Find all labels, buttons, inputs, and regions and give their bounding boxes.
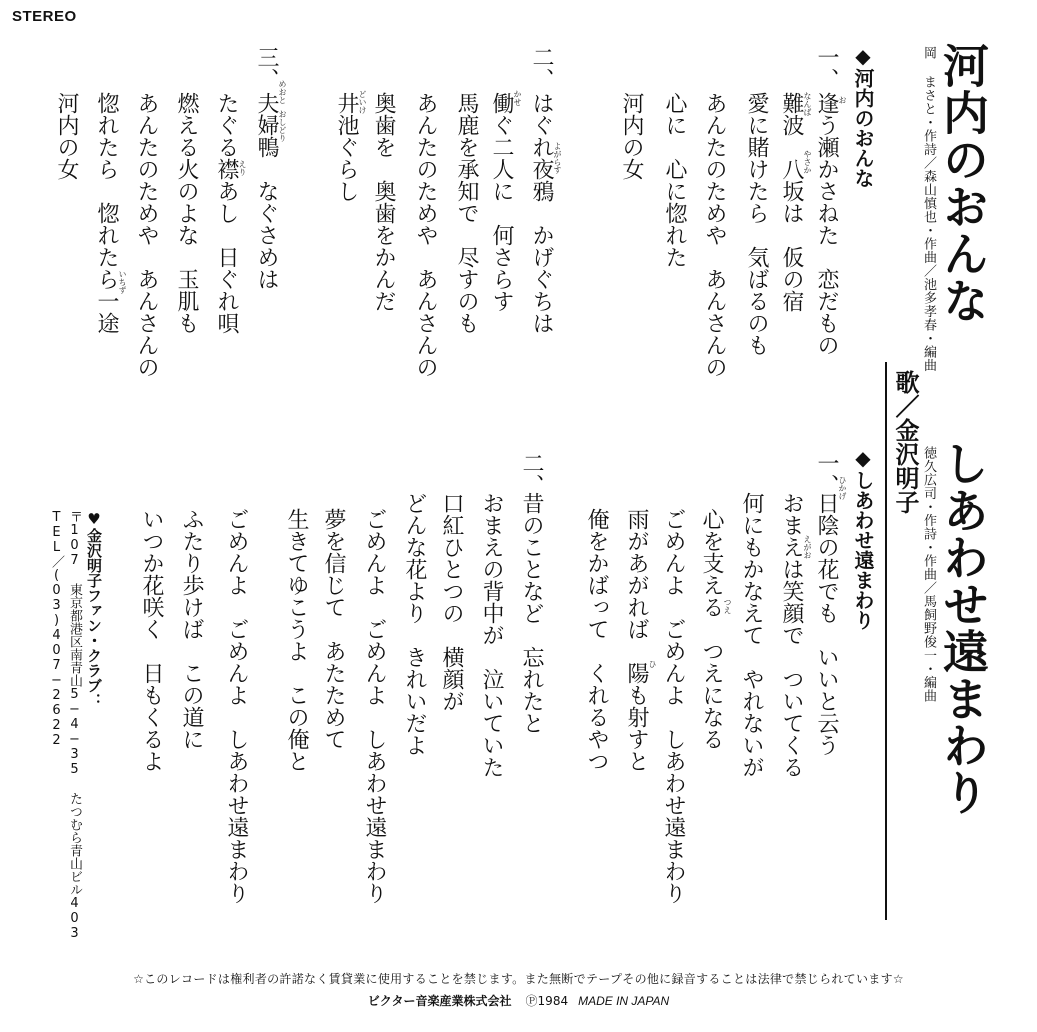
ruby-eri: えり bbox=[238, 160, 247, 176]
song1-verse2-line3: 馬鹿を承知で 尽すのも bbox=[454, 92, 479, 334]
ruby-egao: えがお bbox=[803, 535, 812, 559]
song2-verse2-line1: 昔のことなど 忘れたと bbox=[519, 492, 544, 734]
song1-verse2-line1: はぐれ夜鴉 かげぐちは bbox=[529, 92, 554, 334]
song1-verse3-number: 三、 bbox=[254, 46, 279, 90]
song2-verse1-number: 一、 bbox=[814, 452, 839, 496]
fan-club-tel: TEL／(03)407−2622 bbox=[49, 510, 64, 748]
made-in-label: MADE IN JAPAN bbox=[578, 994, 670, 1008]
song2-verse2-line4: どんな花より きれいだよ bbox=[402, 492, 427, 756]
song1-verse2-line5: 奥歯を 奥歯をかんだ bbox=[371, 92, 396, 312]
singer-name: 歌／金沢明子 bbox=[891, 370, 919, 514]
song2-verse2-line6: 夢を信じて あたためて bbox=[321, 508, 346, 750]
fan-club-title: ♥金沢明子ファン・クラブ： bbox=[85, 510, 103, 708]
section-divider bbox=[885, 362, 887, 920]
ruby-hi: ひ bbox=[648, 660, 657, 668]
ruby-kase: かせ bbox=[513, 90, 522, 106]
song1-verse1-line5: 心に 心に惚れた bbox=[662, 92, 687, 268]
song1-verse3-line3: 燃える火のよな 玉肌も bbox=[174, 92, 199, 334]
song2-verse1-line1: 日陰の花でも いいと云う bbox=[814, 492, 839, 756]
ruby-oshidori: おしどり bbox=[278, 110, 287, 142]
song1-verse2-line2: 働ぐ二人に 何さらす bbox=[489, 92, 514, 312]
song2-verse1-line5: ごめんよ ごめんよ しあわせ遠まわり bbox=[661, 508, 686, 904]
song1-verse1-line3: 愛に賭けたら 気ばるのも bbox=[744, 92, 769, 356]
song1-verse1-number: 一、 bbox=[814, 46, 839, 90]
song1-verse2-line4: あんたのためや あんさんの bbox=[413, 92, 438, 378]
song2-verse2-line7: 生きてゆこうよ この俺と bbox=[284, 508, 309, 772]
song1-credits: 岡 まさと・作詩／森山慎也・作曲／池多孝春・編曲 bbox=[921, 46, 936, 372]
song1-verse1-line2: 難波 八坂は 仮の宿 bbox=[779, 92, 804, 312]
song1-verse3-line4: あんたのためや あんさんの bbox=[134, 92, 159, 378]
stereo-label: STEREO bbox=[12, 8, 77, 25]
ruby-au: お bbox=[838, 96, 847, 104]
song2-verse1-line6: 雨があがれば 陽も射すと bbox=[624, 508, 649, 772]
company-name: ビクター音楽産業株式会社 bbox=[367, 994, 512, 1008]
song1-verse2-number: 二、 bbox=[529, 46, 554, 90]
copyright-notice: ☆このレコードは権利者の許諾なく賃貸業に使用することを禁じます。また無断でテープその他に録音することは法律で禁じられています☆ bbox=[133, 972, 904, 986]
song1-section-title: ◆河内のおんな bbox=[851, 44, 875, 188]
song2-section-title: ◆しあわせ遠まわり bbox=[851, 446, 875, 630]
song1-verse3-line6: 河内の女 bbox=[54, 92, 79, 180]
song2-verse1-line4: 心を支える つえになる bbox=[699, 508, 724, 750]
song2-verse2-number: 二、 bbox=[519, 452, 544, 496]
song2-verse2-line3: 口紅ひとつの 横顔が bbox=[439, 492, 464, 712]
song2-verse1-line3: 何にもかなえて やれないが bbox=[739, 492, 764, 778]
ruby-meoto: めおと bbox=[278, 80, 287, 104]
song1-verse3-line2: たぐる襟あし 日ぐれ唄 bbox=[214, 92, 239, 334]
fan-club-address: 〒107 東京都港区南青山5−4−35 たつむら青山ビル403 bbox=[67, 510, 82, 941]
ruby-yasaka: やさか bbox=[803, 150, 812, 174]
song2-verse2-line5: ごめんよ ごめんよ しあわせ遠まわり bbox=[362, 508, 387, 904]
ruby-nanba: なんば bbox=[803, 92, 812, 116]
song2-title: しあわせ遠まわり bbox=[936, 440, 990, 816]
ruby-hikage: ひかげ bbox=[838, 476, 847, 500]
footer-company-line bbox=[0, 992, 1037, 1009]
ruby-ichizu: いちず bbox=[118, 270, 127, 294]
song1-verse1-line6: 河内の女 bbox=[619, 92, 644, 180]
ruby-tsue: つえ bbox=[723, 598, 732, 614]
song1-verse2-line6: 井池ぐらし bbox=[334, 92, 359, 202]
song2-verse3-line1: ごめんよ ごめんよ しあわせ遠まわり bbox=[224, 508, 249, 904]
song2-credits: 徳久広司・作詩・作曲／馬飼野俊一・編曲 bbox=[921, 446, 936, 703]
song1-verse3-line5: 惚れたら 惚れたら一途 bbox=[94, 92, 119, 334]
song2-verse1-line2: おまえは笑顔で ついてくる bbox=[779, 492, 804, 778]
song2-verse3-line2: ふたり歩けば この道に bbox=[179, 508, 204, 750]
song1-verse1-line1: 逢う瀬かさねた 恋だもの bbox=[814, 92, 839, 356]
song2-verse1-line7: 俺をかばって くれるやつ bbox=[584, 508, 609, 772]
ruby-doike: どいけ bbox=[358, 90, 367, 114]
song2-verse2-line2: おまえの背中が 泣いていた bbox=[479, 492, 504, 778]
song2-verse3-line3: いつか花咲く 日もくるよ bbox=[139, 508, 164, 772]
ruby-yogarasu: よがらす bbox=[553, 142, 562, 174]
song1-verse1-line4: あんたのためや あんさんの bbox=[702, 92, 727, 378]
song1-title: 河内のおんな bbox=[936, 42, 990, 324]
phonogram-copyright: Ⓟ1984 bbox=[525, 994, 569, 1008]
song1-verse3-line1: 夫婦鴨 なぐさめは bbox=[254, 92, 279, 290]
